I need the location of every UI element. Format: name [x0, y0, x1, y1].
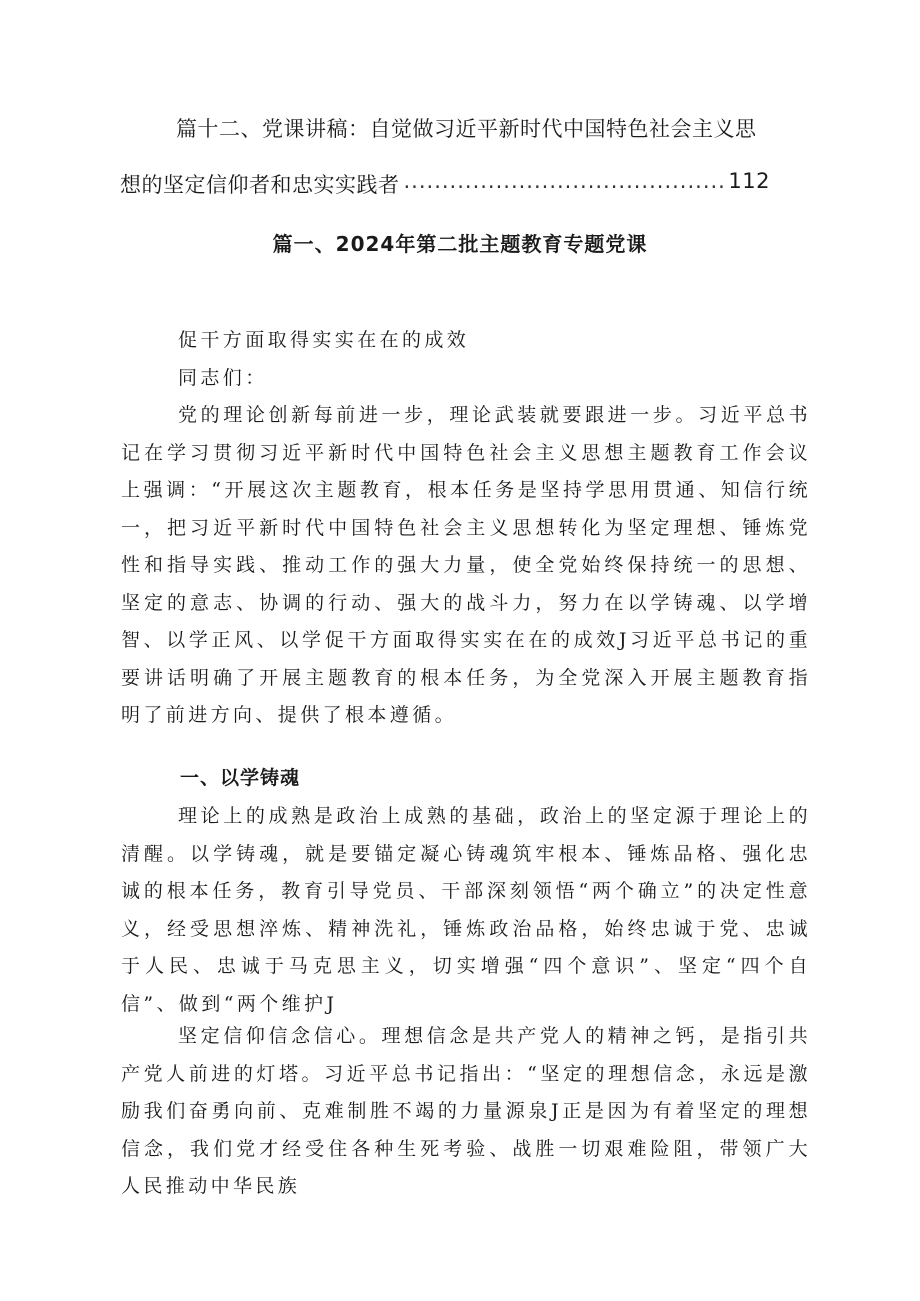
- body-block-2: [121, 798, 811, 1023]
- toc-entry-12-title: 想的坚定信仰者和忠实实践者: [120, 173, 400, 197]
- salutation: 同志们：: [178, 366, 268, 389]
- lead-fragment: 促干方面取得实实在在的成效: [178, 329, 470, 351]
- paragraph-1: 党的理论创新每前进一步，理论武装就要跟进一步。习近平总书记在学习贯彻习近平新时代中国特色社会主义思想主题教育工作会议上强调：“开展这次主题教育，根本任务是坚持学思用贯通、知信行统一，把习近平新时代中国特色社会主义思想转化为坚定理想、锤炼党性和指导实践、推动工作的强大力量，使全党始终保持统一的思想、坚定的意志、协调的行动、强大的战斗力，努力在以学铸魂、以学增智、以学正风、以学促干方面取得实实在在的成效J习近平总书记的重要讲话明确了开展主题教育的根本任务，为全党深入开展主题教育指明了前进方向、提供了根本遵循。: [121, 404, 811, 726]
- section-heading-1: 一、以学铸魂: [180, 767, 301, 789]
- article-title: 篇一、2024年第二批主题教育专题党课: [272, 232, 648, 256]
- paragraph-2: 理论上的成熟是政治上成熟的基础，政治上的坚定源于理论上的清醒。以学铸魂，就是要锚定凝心铸魂筑牢根本、锤炼品格、强化忠诚的根本任务，教育引导党员、干部深刻领悟“两个确立”的决定性意义，经受思想淬炼、精神洗礼，锤炼政治品格，始终忠诚于党、忠诚于人民、忠诚于马克思主义，切实增强“四个意识”、坚定“四个自信”、做到“两个维护J: [121, 805, 811, 1015]
- toc-entry-12-line1: 篇十二、党课讲稿：自觉做习近平新时代中国特色社会主义思: [176, 117, 757, 141]
- body-block-3: [121, 1018, 811, 1206]
- paragraph-3: 坚定信仰信念信心。理想信念是共产党人的精神之钙，是指引共产党人前进的灯塔。习近平总书记指出：“坚定的理想信念，永远是激励我们奋勇向前、克难制胜不竭的力量源泉J正是因为有着坚定的理想信念，我们党才经受住各种生死考验、战胜一切艰难险阻，带领广大人民推动中华民族: [121, 1025, 811, 1197]
- toc-leader-dots: [404, 169, 725, 199]
- body-block-1: [121, 322, 811, 735]
- toc-entry-12-line2: [120, 169, 770, 199]
- toc-page-number: 112: [728, 169, 770, 193]
